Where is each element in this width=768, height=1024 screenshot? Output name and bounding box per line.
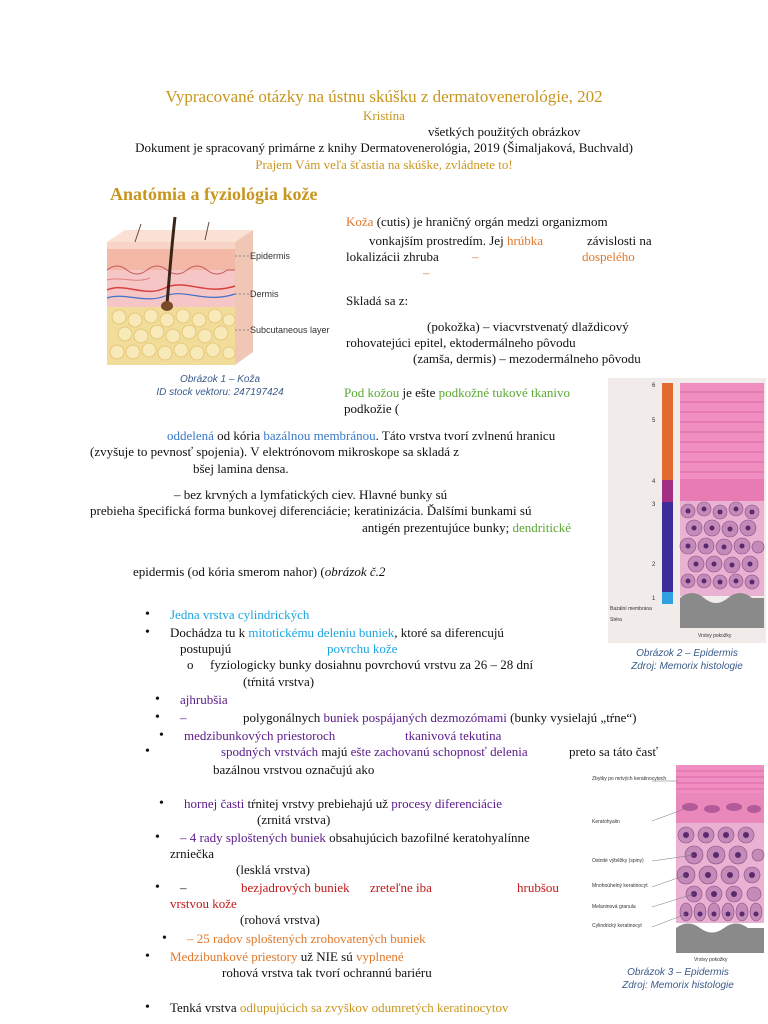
epidermis-line2: rohovatejúci epitel, ektodermálneho pôvodu [346,335,576,350]
header-line-wishes: Prajem Vám veľa šťastia na skúške, zvládnete to! [255,157,513,172]
cell-label-remnants: Zbytky po mrtvých keratinocytech [592,776,667,782]
epidermis-figure-layers [608,378,766,643]
author: Kristína [363,108,405,123]
layers-intro: epidermis (od kória smerom nahor) (obrázok č.2 [133,564,386,579]
figure3-bottom-label: Vrstvy pokožky [694,957,728,963]
list-item-intercellular: • medzibunkových priestoroch [184,728,335,744]
corneum-heading: (rohová vrstva) [240,912,320,927]
list-item-mitosis: • Dochádza tu k mitotickému deleniu buniek, ktoré sa diferencujú [170,625,504,641]
skin-figure [105,212,337,367]
skin-definition-dash: – [472,249,479,264]
skin-definition-line2: vonkajším prostredím. Jej hrúbka [369,233,544,248]
document-title: Vypracované otázky na ústnu skúšku z dermatovenerológie, 202 [165,87,603,106]
anucleate-skin: vrstvou kože [170,896,237,911]
skin-definition-line2-end: závislosti na [587,233,652,248]
skin-label-dermis: Dermis [250,289,279,299]
cell-label-polygonal: Mnohoúhelný keratinocyt [592,883,648,889]
skin-definition-line1: Koža (cutis) je hraničný orgán medzi organizmom [346,214,608,229]
figure3-caption-source: Zdroj: Memorix histologie [622,980,734,991]
figure1-caption-title: Obrázok 1 – Koža [179,374,261,385]
figure3-caption-title: Obrázok 3 – Epidermis [627,967,729,978]
list-item-polygonal: • – [180,710,187,726]
list-item-anucleate: • – [180,880,187,896]
basement-line2: (zvyšuje to pevnosť spojenia). V elektrónovom mikroskope sa skladá z [90,444,460,459]
layer-number-6: 6 [652,383,656,389]
layer-number-5: 5 [652,418,656,424]
anucleate-only: zreteľne iba [370,880,432,895]
figure1-caption-id: ID stock vektoru: 247197424 [156,387,284,398]
skin-definition-dash2: – [423,265,430,280]
layer-label-basement: Bazální membrána [610,606,652,612]
lower-layers-end: preto sa táto časť [569,744,658,759]
basement-line3: bšej lamina densa. [193,461,289,476]
spinous-heading: (tŕnitá vrstva) [243,674,315,689]
skin-definition-line3: lokalizácii zhruba [346,249,439,264]
granular-line2: zrniečka [170,846,215,861]
figure2-bottom-label: Vrstvy pokožky [698,633,732,639]
section-title: Anatómia a fyziológia kože [110,184,318,204]
skin-label-subcutaneous: Subcutaneous layer [250,325,330,335]
skin-definition-adult: dospelého [582,249,635,264]
list-item-upper-part: • hornej časti tŕnitej vrstvy prebiehajú už procesy diferenciácie [184,796,502,812]
epidermis-line1: (pokožka) – viacvrstvenatý dlaždicový [427,319,629,334]
keratinization-line: prebieha špecifická forma bunkovej diferenciácie; keratinizácia. Ďalšími bunkami sú [90,503,532,518]
list-item-basal: • Jedna vrstva cylindrických [170,607,309,623]
skin-label-epidermis: Epidermis [250,251,291,261]
list-item-desquamation: • Tenká vrstva odlupujúcich sa zvyškov odumretých keratinocytov [170,1000,508,1016]
epidermis-vessels-line: – bez krvných a lymfatických ciev. Hlavné bunky sú [174,487,448,502]
lucidum-heading: (lesklá vrstva) [236,862,311,877]
anucleate-cells: bezjadrových buniek [241,880,350,895]
cell-label-spines: Ostnité výběžky (spiny) [592,858,644,864]
mitosis-surface: povrchu kože [327,641,398,656]
list-item-corneum-rows: • – 25 radov sploštených zrohovatených buniek [187,931,426,947]
list-item-granular: • – 4 rady sploštených buniek obsahujúcich bazofilné keratohyalínne [180,830,530,846]
figure2-caption-source: Zdroj: Memorix histologie [631,661,743,672]
polygonal-text: polygonálnych buniek pospájaných dezmozómami (bunky vysielajú „tŕne“) [243,710,637,725]
figure2-caption-title: Obrázok 2 – Epidermis [636,648,738,659]
layer-number-2: 2 [652,562,656,568]
subcutis-line1: Pod kožou je ešte podkožné tukové tkanivo [344,385,571,400]
subcutis-line2: podkožie ( [344,401,400,416]
layer-label-stera: Stéra [610,617,622,623]
list-item-intercellular-spaces: • Medzibunkové priestory už NIE sú vyplnené [170,949,404,965]
cell-label-melanin: Melaninová granula [592,904,636,910]
mitosis-line2: postupujú [180,641,232,656]
layer-number-4: 4 [652,479,656,485]
barrier-line: rohová vrstva tak tvorí ochrannú bariéru [222,965,432,980]
lower-layers-text: spodných vrstvách majú ešte zachovanú schopnosť delenia [221,744,528,759]
tissue-fluid: tkanivová tekutina [405,728,502,743]
sublist-item-days: o fyziologicky bunky dosiahnu povrchovú vrstvu za 26 – 28 dní [210,657,533,673]
header-line-images: všetkých použitých obrázkov [428,124,581,139]
epidermis-figure-cells [590,763,766,963]
cell-label-keratohyalin: Keratohyalin [592,819,620,825]
granular-heading: (zrnitá vrstva) [257,812,331,827]
dermis-line: (zamša, dermis) – mezodermálneho pôvodu [413,351,641,366]
header-line-source: Dokument je spracovaný primárne z knihy Dermatovenerológia, 2019 (Šimaljaková, Buchvald) [135,140,633,155]
layer-number-3: 3 [652,502,656,508]
cell-label-cylindrical: Cylindrický keratinocyt [592,923,642,929]
layer-number-1: 1 [652,596,656,602]
composition-intro: Skladá sa z: [346,293,409,308]
lower-layers-line2: bazálnou vrstvou označujú ako [213,762,375,777]
apc-line: antigén prezentujúce bunky; dendritické [362,520,572,535]
list-item-thickest: • ajhrubšia [180,692,228,708]
basement-line1: oddelená od kória bazálnou membránou. Táto vrstva tvorí zvlnenú hranicu [167,428,556,443]
anucleate-thicker: hrubšou [517,880,559,895]
